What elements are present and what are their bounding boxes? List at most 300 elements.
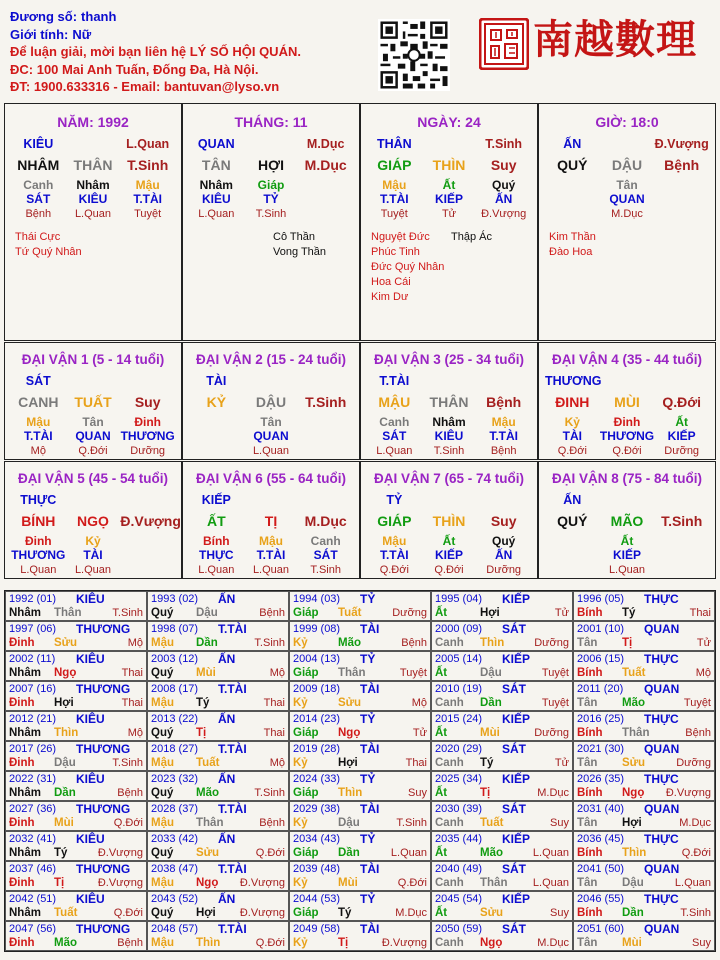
year-life-stage: Q.Đới [113,817,143,829]
dai-van-6-r3-cell-1: Mậu [258,534,283,548]
year-life-stage: T.Sinh [396,817,427,829]
year-cell [5,651,147,681]
year-life-stage: Tuyệt [541,697,569,709]
year-branch: Dần [480,697,502,709]
star-4: Kim Dư [371,291,409,303]
year-cell [289,771,431,801]
year-branch: Tị [196,727,207,739]
year-stem: Ất [435,847,448,859]
year-ten-god: THƯƠNG [76,742,131,756]
pillar-0-r5 [11,208,175,220]
year-ten-god: TÀI [360,862,380,876]
dai-van-5-r1-cell-1 [66,493,121,507]
pillar-2-r2-cell-2: Suy [490,157,517,173]
pillar-stars [549,230,711,260]
star-1: Phúc Tinh [371,246,420,258]
year-branch: Sửu [196,847,220,859]
year-label: 2033 (42) [151,833,199,845]
gender-line: Giới tính: Nữ [10,26,92,42]
year-life-stage: M.Dục [537,787,569,799]
year-life-stage: Dưỡng [534,727,569,739]
dai-van-8-r2 [545,513,709,529]
year-life-stage: Q.Đới [255,847,285,859]
year-label: 2029 (38) [293,803,341,815]
year-cell [5,741,147,771]
pillar-3-r2-cell-2: Bệnh [664,157,700,173]
dai-van-8-r5-cell-0 [545,564,600,576]
year-life-stage: Đ.Vượng [97,847,143,859]
year-label: 1992 (01) [9,593,57,605]
star2-0: Cô Thần [273,231,315,243]
star-3: Hoa Cái [371,276,411,288]
year-cell [5,681,147,711]
star-0: Kim Thần [549,231,596,243]
year-ten-god: ẤN [218,832,236,846]
phone-email-line: ĐT: 1900.633316 - Email: bantuvan@lyso.vn [10,79,280,94]
year-label: 2025 (34) [435,773,483,785]
year-label: 2042 (51) [9,893,57,905]
dai-van-7-r3 [367,534,531,548]
year-cell [147,621,289,651]
year-cell [5,861,147,891]
dai-van-3-r5 [367,445,531,457]
year-life-stage: Thai [121,697,143,709]
pillar-0-r1-cell-0: KIÊU [23,137,54,151]
pillar-2-r5-cell-1: Tử [441,208,457,220]
pillar-0-r2-cell-1: THÂN [73,157,113,173]
pillar-3-r2-cell-0: QUÝ [557,157,588,173]
star2-1: Vong Thần [273,246,327,258]
year-branch: Thìn [622,847,647,859]
year-stem: Tân [577,637,598,649]
year-ten-god: KIẾP [502,772,531,786]
pillar-2-r5-cell-2: Đ.Vượng [481,208,527,220]
dai-van-3-r4 [367,429,531,443]
year-life-stage: Tử [554,757,569,769]
year-branch: Tuất [196,757,220,769]
dai-van-3-r3-cell-0: Canh [379,415,410,429]
dai-van-8-r3-cell-2 [654,534,709,548]
year-label: 2048 (57) [151,923,199,935]
year-label: 2009 (18) [293,683,341,695]
dai-van-4-r2-cell-1: MÙI [614,394,640,410]
pillar-0-r1-cell-1 [66,137,121,151]
year-label: 1995 (04) [435,593,483,605]
year-stem: Ất [435,607,448,619]
year-stem: Giáp [293,667,319,679]
qr-code-icon [378,19,450,91]
year-life-stage: Tử [554,607,569,619]
brand-title: 南越數理 [533,16,697,63]
pillar-0-r2 [11,157,175,173]
dai-van-4-r2-cell-0: ĐINH [555,394,590,410]
year-cell [147,891,289,921]
year-ten-god: TÀI [360,622,380,636]
dai-van-8-r1-cell-0: ẤN [563,493,582,507]
pillar-2-r5 [367,208,531,220]
year-ten-god: THỰC [644,592,679,606]
year-label: 2045 (54) [435,893,483,905]
year-ten-god: THƯƠNG [76,682,131,696]
dai-van-7-r4-cell-0: T.TÀI [379,548,409,562]
pillar-2-r1-cell-1 [422,137,477,151]
dai-van-1-r3 [11,415,175,429]
year-life-stage: Suy [692,937,711,949]
year-cell [431,621,573,651]
pillar-0-r1 [11,137,175,151]
year-life-stage: Bệnh [401,637,427,649]
pillar-2-r1-cell-2: T.Sinh [485,137,523,151]
dai-van-4-r5-cell-1: Q.Đới [612,445,642,457]
year-label: 2003 (12) [151,653,199,665]
pillar-3 [538,103,716,341]
pillar-stars-secondary [451,230,492,245]
year-cell [147,831,289,861]
pillar-2-r3-cell-2: Quý [492,178,516,192]
year-life-stage: Đ.Vượng [665,787,711,799]
year-ten-god: QUAN [644,682,680,696]
year-stem: Canh [435,877,464,889]
year-stem: Đinh [9,817,35,829]
year-life-stage: Đ.Vượng [381,937,427,949]
year-branch: Thân [196,817,224,829]
year-stem: Quý [151,847,174,859]
year-life-stage: Tuyệt [399,667,427,679]
year-label: 2005 (14) [435,653,483,665]
pillar-2-r2-cell-1: THÌN [432,157,466,173]
year-life-stage: Bệnh [117,937,143,949]
year-life-stage: Tử [412,727,427,739]
year-ten-god: SÁT [502,622,526,636]
year-ten-god: TÀI [360,742,380,756]
dai-van-2-r2 [189,394,353,410]
pillar-stars [15,230,177,260]
year-life-stage: Q.Đới [397,877,427,889]
year-cell [147,861,289,891]
year-life-stage: Suy [550,817,569,829]
dai-van-4-r3-cell-1: Đinh [613,415,641,429]
pillar-3-r4-cell-0 [545,192,600,206]
year-stem: Đinh [9,697,35,709]
year-ten-god: ẤN [218,712,236,726]
year-branch: Tý [338,907,352,919]
year-stem: Kỷ [293,637,308,649]
year-label: 2022 (31) [9,773,57,785]
dai-van-4-r3 [545,415,709,429]
dai-van-6-r2-cell-1: TỊ [264,513,278,529]
pillar-2-r2-cell-0: GIÁP [377,157,412,173]
dai-van-title: ĐẠI VẬN 3 (25 - 34 tuổi) [373,352,525,367]
pillar-2-r3-cell-1: Ất [442,178,456,192]
year-cell [431,831,573,861]
dai-van-6-r1-cell-1 [244,493,299,507]
dai-van-1-r2-cell-0: CANH [18,394,59,410]
year-cell [573,861,715,891]
pillar-2-r4-cell-2: ẤN [495,192,513,206]
year-stem: Đinh [9,937,35,949]
dai-van-5-r5-cell-2 [120,564,175,576]
dai-van-3-r3 [367,415,531,429]
year-stem: Đinh [9,757,35,769]
year-stem: Quý [151,907,174,919]
dai-van-title: ĐẠI VẬN 6 (55 - 64 tuổi) [195,471,347,486]
pillar-1-r4-cell-1: TỶ [263,192,279,206]
dai-van-6-r1 [189,493,353,507]
year-branch: Dần [54,787,76,799]
dai-van-2-r5 [189,445,353,457]
year-ten-god: THỰC [644,712,679,726]
pillar-1-r5 [189,208,353,220]
year-life-stage: L.Quan [674,877,711,889]
year-label: 2014 (23) [293,713,341,725]
year-ten-god: KIÊU [76,592,105,606]
year-life-stage: Tuyệt [683,697,711,709]
year-life-stage: M.Dục [679,817,711,829]
year-stem: Ất [435,667,448,679]
year-branch: Mùi [338,877,358,889]
pillar-1-r3-cell-2 [298,178,353,192]
pillar-0-r4-cell-2: T.TÀI [133,192,163,206]
year-ten-god: T.TÀI [218,802,247,816]
year-stem: Bính [577,727,603,739]
year-stem: Giáp [293,727,319,739]
year-stem: Kỷ [293,937,308,949]
year-branch: Hợi [480,607,500,619]
dai-van-3-r4-cell-0: SÁT [382,429,407,443]
dai-van-4-r2 [545,394,709,410]
year-stem: Mậu [151,817,174,829]
year-label: 2046 (55) [577,893,625,905]
annual-luck-table [4,590,716,952]
year-life-stage: Mộ [127,727,143,739]
pillar-0-r2-cell-0: NHÂM [17,157,60,173]
year-life-stage: T.Sinh [112,607,143,619]
year-branch: Tuất [338,607,362,619]
year-label: 2007 (16) [9,683,57,695]
dai-van-4-r4 [545,429,709,443]
year-cell [573,771,715,801]
year-stem: Nhâm [9,727,41,739]
year-life-stage: Suy [408,787,427,799]
year-stem: Nhâm [9,607,41,619]
year-life-stage: Bệnh [259,817,285,829]
dai-van-7-r4-cell-2: ẤN [495,548,513,562]
year-life-stage: Bệnh [685,727,711,739]
year-ten-god: QUAN [644,862,680,876]
year-cell [289,921,431,951]
year-ten-god: ẤN [218,772,236,786]
year-branch: Dậu [196,607,218,619]
year-branch: Mùi [196,667,216,679]
dai-van-5-r4 [11,548,175,562]
dai-van-1-r3-cell-1: Tân [82,415,104,429]
year-ten-god: ẤN [218,592,236,606]
pillar-2-r1 [367,137,531,151]
year-stem: Mậu [151,937,174,949]
dai-van-6-r1-cell-2 [298,493,353,507]
year-life-stage: Q.Đới [255,937,285,949]
year-label: 2051 (60) [577,923,625,935]
year-cell [431,801,573,831]
year-cell [5,921,147,951]
pillar-1-r4 [189,192,353,206]
dai-van-7-r5-cell-1: Q.Đới [434,564,464,576]
year-ten-god: ẤN [218,652,236,666]
year-ten-god: TỶ [360,652,376,666]
year-ten-god: THƯƠNG [76,862,131,876]
year-branch: Dần [196,637,218,649]
year-ten-god: THỰC [644,772,679,786]
dai-van-1-r3-cell-2: Đinh [134,415,162,429]
year-stem: Mậu [151,637,174,649]
dai-van-7-r4-cell-1: KIẾP [434,548,463,562]
year-label: 1999 (08) [293,623,341,635]
dai-van-7-r1-cell-2 [476,493,531,507]
year-label: 2027 (36) [9,803,57,815]
dai-van-5-r3 [11,534,175,548]
year-ten-god: KIẾP [502,892,531,906]
year-life-stage: Mộ [127,637,143,649]
dai-van-6-r1-cell-0: KIẾP [201,493,231,507]
year-label: 2038 (47) [151,863,199,875]
year-branch: Hợi [622,817,642,829]
year-branch: Ngọ [338,727,361,739]
year-label: 2000 (09) [435,623,483,635]
year-cell [431,651,573,681]
year-cell [431,861,573,891]
pillar-1-r1-cell-2: M.Dục [306,137,345,151]
dai-van-8-r1 [545,493,709,507]
pillar-2-r4-cell-0: T.TÀI [379,192,409,206]
year-cell [147,921,289,951]
year-label: 2026 (35) [577,773,625,785]
year-ten-god: QUAN [644,622,680,636]
year-cell [289,891,431,921]
year-stem: Bính [577,787,603,799]
pillar-title: THÁNG: 11 [234,114,308,130]
year-branch: Hợi [196,907,216,919]
year-label: 2023 (32) [151,773,199,785]
year-ten-god: TÀI [360,682,380,696]
year-cell [5,891,147,921]
year-branch: Tý [622,607,636,619]
year-branch: Tị [338,937,349,949]
dai-van-2-r2-cell-2: T.Sinh [305,394,347,410]
year-branch: Tuất [480,817,504,829]
pillar-0-r3 [11,178,175,192]
year-life-stage: Q.Đới [113,907,143,919]
star2-0: Thập Ác [451,231,492,243]
dai-van-8-r5-cell-1: L.Quan [608,564,646,576]
year-ten-god: TỶ [360,892,376,906]
year-branch: Thân [338,667,366,679]
year-cell [147,681,289,711]
year-ten-god: THƯƠNG [76,622,131,636]
year-stem: Đinh [9,637,35,649]
year-life-stage: Suy [550,907,569,919]
dai-van-1-r5-cell-0: Mộ [30,445,46,457]
dai-van-6-r5-cell-1: L.Quan [252,564,290,576]
dai-van-7-r2-cell-1: THÌN [432,513,466,529]
dai-van-8-r2-cell-0: QUÝ [557,513,588,529]
year-life-stage: Thai [263,727,285,739]
year-stem: Tân [577,937,598,949]
dai-van-3-r2 [367,394,531,410]
pillar-3-r1-cell-2: Đ.Vượng [654,137,709,151]
year-life-stage: Thai [405,757,427,769]
dai-van-5-r3-cell-1: Kỷ [85,534,101,548]
year-branch: Ngọ [54,667,77,679]
pillar-1-r1-cell-1 [244,137,299,151]
dai-van-8-r4 [545,548,709,562]
dai-van-6-r2-cell-0: ẤT [206,513,226,529]
year-branch: Tý [480,757,494,769]
year-stem: Ất [435,787,448,799]
pillar-3-r2 [545,157,709,173]
pillar-1-r5-cell-1: T.Sinh [255,208,287,220]
dai-van-5-r3-cell-2 [120,534,175,548]
dai-van-5-r1-cell-2 [120,493,175,507]
dai-van-5-r5-cell-0: L.Quan [20,564,57,576]
dai-van-2 [182,342,360,460]
pillar-3-r5 [545,208,709,220]
year-stem: Tân [577,817,598,829]
dai-van-8-r4-cell-0 [545,548,600,562]
year-label: 2008 (17) [151,683,199,695]
pillar-1-r3-cell-1: Giáp [257,178,285,192]
pillar-3-r5-cell-0 [545,208,600,220]
dai-van-7-r1-cell-0: TỶ [386,493,403,507]
dai-van-2-r5-cell-0 [189,445,244,457]
dai-van-5 [4,461,182,579]
pillar-2-r3 [367,178,531,192]
star-1: Đào Hoa [549,246,593,258]
year-stem: Giáp [293,847,319,859]
dai-van-7-r4 [367,548,531,562]
year-ten-god: TỶ [360,712,376,726]
year-ten-god: TỶ [360,832,376,846]
year-stem: Canh [435,817,464,829]
pillar-0-r3-cell-2: Mậu [135,178,160,192]
year-stem: Kỷ [293,757,308,769]
year-cell [431,771,573,801]
year-label: 2019 (28) [293,743,341,755]
year-life-stage: Dưỡng [676,757,711,769]
pillar-3-r1 [545,137,709,151]
pillar-3-r4-cell-2 [654,192,709,206]
dai-van-1-r2 [11,394,175,410]
year-cell [573,591,715,621]
dai-van-8-r1-cell-2 [654,493,709,507]
dai-van-7-r5 [367,564,531,576]
dai-van-2-r5-cell-2 [298,445,353,457]
year-label: 2035 (44) [435,833,483,845]
year-stem: Giáp [293,607,319,619]
year-ten-god: QUAN [644,922,680,936]
dai-van-3-r3-cell-2: Mậu [491,415,516,429]
year-life-stage: M.Dục [395,907,427,919]
year-branch: Hợi [338,757,358,769]
year-ten-god: THỰC [644,832,679,846]
year-cell [431,741,573,771]
dai-van-2-r3-cell-1: Tân [260,415,282,429]
year-life-stage: Đ.Vượng [239,877,285,889]
dai-van-1-r3-cell-0: Mậu [26,415,51,429]
year-cell [289,801,431,831]
dai-van-6-r3 [189,534,353,548]
year-cell [573,831,715,861]
year-cell [573,891,715,921]
